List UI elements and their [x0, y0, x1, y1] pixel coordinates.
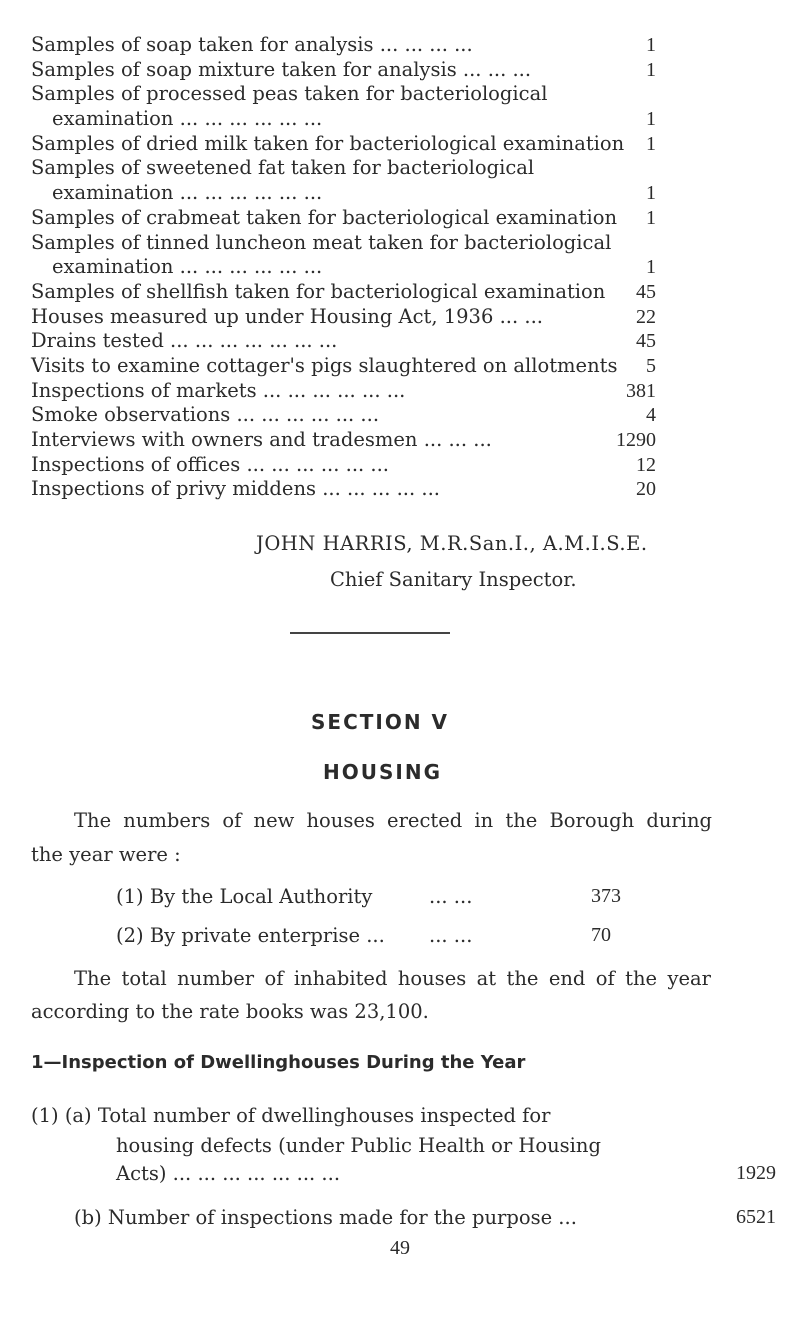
inspection-label: Samples of dried milk taken for bacteriological examination [31, 131, 625, 155]
q1a-value: 1929 [736, 1162, 776, 1184]
inspection-label: Houses measured up under Housing Act, 1936 ... ... [31, 304, 543, 328]
inspection-label: Inspections of markets ... ... ... ... ... ... [31, 378, 406, 402]
inspection-row [31, 305, 656, 330]
inspection-label: Smoke observations ... ... ... ... ... ... [31, 403, 380, 427]
intro-line-2: the year were : [31, 843, 181, 866]
total-line-2: according to the rate books was 23,100. [31, 1000, 429, 1023]
q1a-line-3: Acts) ... ... ... ... ... ... ... [116, 1162, 341, 1185]
new-houses-dots: ... ... [429, 885, 473, 908]
inspection-value: 1 [646, 34, 656, 56]
inspection-label: Samples of tinned luncheon meat taken for bacteriological [31, 230, 612, 254]
inspection-label: Samples of soap mixture taken for analysis ... ... ... [31, 57, 532, 81]
new-houses-private [116, 924, 611, 947]
inspection-value: 1 [646, 132, 656, 155]
signature-name: JOHN HARRIS, M.R.San.I., A.M.I.S.E. [256, 532, 648, 555]
inspection-value: 5 [646, 354, 656, 377]
q1b-line-1: (b) Number of inspections made for the purpose ... [74, 1206, 577, 1229]
inspection-value: 381 [626, 379, 656, 402]
inspection-label: examination ... ... ... ... ... ... [52, 255, 323, 279]
inspection-value: 20 [636, 478, 656, 501]
signature-title: Chief Sanitary Inspector. [330, 568, 577, 591]
inspection-row [31, 428, 656, 453]
inspection-value: 1 [646, 108, 656, 131]
inspection-list [31, 33, 656, 502]
inspection-row [31, 206, 656, 231]
new-houses-local-authority [116, 885, 621, 908]
inspection-row [31, 156, 656, 181]
new-houses-value: 373 [591, 885, 621, 907]
inspection-value: 45 [636, 280, 656, 303]
inspection-label: examination ... ... ... ... ... ... [52, 107, 323, 131]
inspection-label: Samples of soap taken for analysis ... ... ... ... [31, 33, 473, 56]
inspection-row [31, 477, 656, 502]
inspection-row [31, 453, 656, 478]
new-houses-dots: ... ... [429, 924, 473, 947]
section-number: SECTION V [311, 710, 450, 734]
total-line-1: The total number of inhabited houses at the end of the year [74, 967, 711, 990]
inspection-value: 1290 [616, 429, 656, 451]
inspection-value: 1 [646, 58, 656, 81]
inspection-row [31, 132, 656, 157]
section-heading: HOUSING [323, 760, 442, 784]
new-houses-label: (2) By private enterprise ... [116, 924, 385, 947]
subsection-heading: 1—Inspection of Dwellinghouses During the Year [31, 1052, 526, 1073]
q1a-line-2: housing defects (under Public Health or Housing [116, 1134, 601, 1157]
inspection-label: Inspections of offices ... ... ... ... ... ... [31, 452, 390, 476]
inspection-row [31, 181, 656, 206]
inspection-value: 12 [636, 453, 656, 476]
inspection-label: Samples of crabmeat taken for bacteriological examination [31, 205, 618, 229]
inspection-row [31, 231, 656, 256]
inspection-label: Drains tested ... ... ... ... ... ... ... [31, 329, 338, 353]
inspection-value: 22 [636, 305, 656, 328]
q1b-value: 6521 [736, 1206, 776, 1228]
inspection-value: 1 [646, 206, 656, 229]
q1a-line-1: (1) (a) Total number of dwellinghouses inspected for [31, 1104, 551, 1127]
inspection-row [31, 329, 656, 354]
inspection-label: Inspections of privy middens ... ... ... ... ... [31, 477, 440, 501]
new-houses-value: 70 [591, 924, 611, 946]
inspection-row [31, 403, 656, 428]
inspection-value: 1 [646, 256, 656, 279]
inspection-label: Samples of shellfish taken for bacteriological examination [31, 279, 606, 303]
inspection-label: Visits to examine cottager's pigs slaughtered on allotments [31, 353, 618, 377]
inspection-row [31, 280, 656, 305]
inspection-row [31, 58, 656, 83]
divider-rule [290, 632, 450, 634]
inspection-row [31, 82, 656, 107]
inspection-label: Samples of sweetened fat taken for bacteriological [31, 156, 535, 180]
inspection-value: 4 [646, 404, 656, 427]
inspection-row [31, 33, 656, 58]
inspection-row [31, 255, 656, 280]
inspection-value: 1 [646, 182, 656, 205]
inspection-row [31, 379, 656, 404]
intro-line-1: The numbers of new houses erected in the Borough during [74, 809, 712, 832]
new-houses-label: (1) By the Local Authority [116, 885, 373, 908]
inspection-label: Interviews with owners and tradesmen ... ... ... [31, 428, 492, 451]
inspection-label: Samples of processed peas taken for bacteriological [31, 82, 548, 106]
inspection-row [31, 354, 656, 379]
inspection-value: 45 [636, 330, 656, 353]
inspection-label: examination ... ... ... ... ... ... [52, 181, 323, 205]
inspection-row [31, 107, 656, 132]
page-number: 49 [390, 1237, 410, 1259]
